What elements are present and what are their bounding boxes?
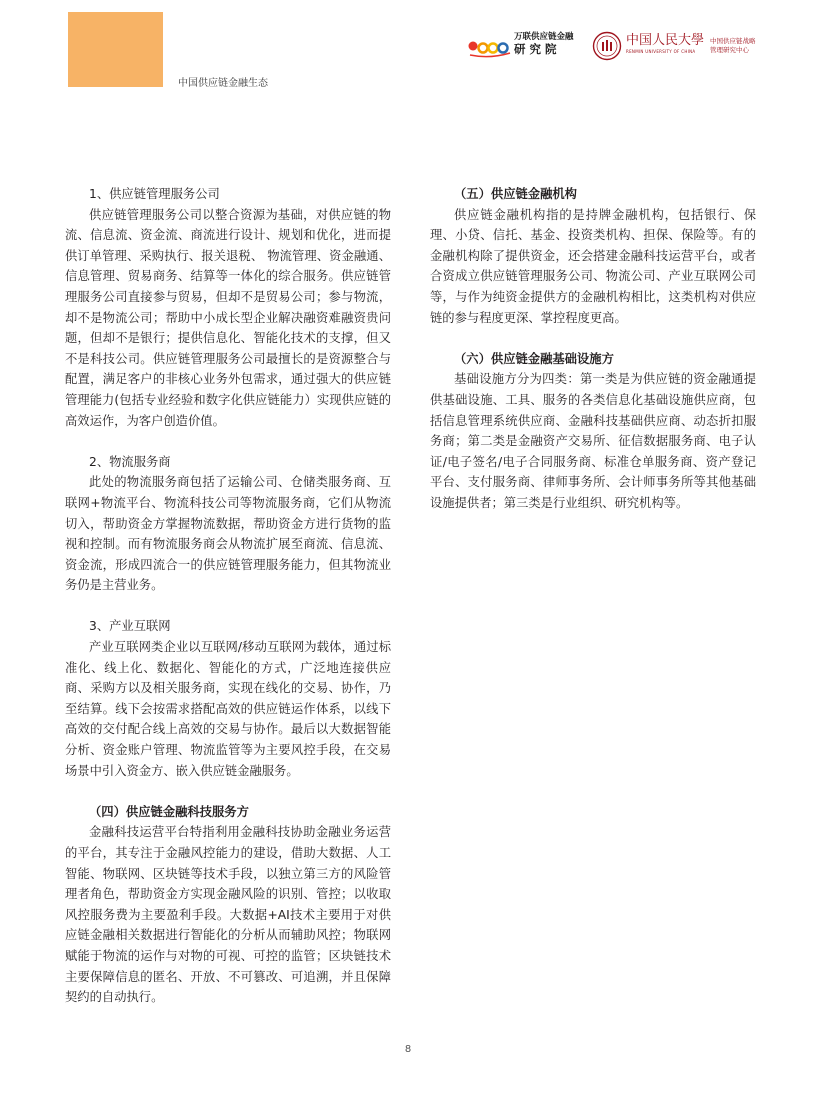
header-accent-block	[68, 12, 163, 87]
renmin-university-seal-icon	[592, 31, 622, 61]
section-paragraph: 基础设施方分为四类：第一类是为供应链的资金融通提供基础设施、工具、服务的各类信息化基础设施供应商，包括信息管理系统供应商、金融科技基础供应商、动态折扣服务商；第二类是金融资产交易所、征信数据服务商、电子认证/电子签名/电子合同服务商、标准仓单服务商、资产登记平台、支付服务商、律师事务所、会计师事务所等其他基础设施提供者；第三类是行业组织、研究机构等。	[430, 372, 756, 510]
section-heading: 3、产业互联网	[89, 619, 171, 634]
section-paragraph: 产业互联网类企业以互联网/移动互联网为载体，通过标准化、线上化、数据化、智能化的方式，广泛地连接供应商、采购方以及相关服务商，实现在线化的交易、协作，乃至结算。线下会按需求搭配高效的供应链运作体系，以线下高效的交付配合线上高效的交易与协作。最后以大数据智能分析、资金账户管理、物流监管等为主要风控手段，在交易场景中引入资金方、嵌入供应链金融服务。	[65, 640, 391, 778]
right-column	[430, 184, 756, 534]
section-paragraph: 供应链金融机构指的是持牌金融机构，包括银行、保理、小贷、信托、基金、投资类机构、担保、保险等。有的金融机构除了提供资金，还会搭建金融科技运营平台，或者合资成立供应链管理服务公司、物流公司、产业互联网公司等，与作为纯资金提供方的金融机构相比，这类机构对供应链的参与程度更深、掌控程度更高。	[430, 207, 756, 325]
section-heading: （五）供应链金融机构	[454, 187, 577, 201]
left-column	[65, 184, 391, 1028]
header-logos	[468, 30, 768, 62]
section-heading: （四）供应链金融科技服务方	[89, 804, 249, 819]
page-number: 8	[404, 1044, 412, 1055]
section-title: 中国供应链金融生态	[178, 78, 268, 89]
renmin-university-name: 中国人民大學	[626, 33, 705, 48]
section-paragraph: 此处的物流服务商包括了运输公司、仓储类服务商、互联网+物流平台、物流科技公司等物流服务商，它们从物流切入，帮助资金方掌握物流数据，帮助资金方进行货物的监视和控制。而有物流服务商会从物流扩展至商流、信息流、资金流，形成四流合一的供应链管理服务能力，但其物流业务仍是主营业务。	[65, 475, 391, 593]
renmin-university-english: RENMIN UNIVERSITY OF CHINA	[626, 49, 696, 54]
wanlian-name-top: 万联供应链金融	[514, 32, 574, 42]
section-paragraph: 金融科技运营平台特指利用金融科技协助金融业务运营的平台，其专注于金融风控能力的建设，借助大数据、人工智能、物联网、区块链等技术手段，以独立第三方的风险管理者角色，帮助资金方实现金融风险的识别、管控；以收取风控服务费为主要盈利手段。大数据+AI技术主要用于对供应链金融相关数据进行智能化的分析从而辅助风控；物联网赋能于物流的运作与对物的可视、可控的监管；区块链技术主要保障信息的匿名、开放、不可篡改、可追溯，并且保障契约的自动执行。	[65, 825, 391, 1005]
research-center-name: 中国供应链战略 管理研究中心	[710, 37, 756, 54]
section-heading: 2、物流服务商	[89, 454, 171, 469]
section-paragraph: 供应链管理服务公司以整合资源为基础，对供应链的物流、信息流、资金流、商流进行设计、规划和优化，进而提供订单管理、采购执行、报关退税、 物流管理、资金融通、信息管理、贸易商务、结算等一体化的综合服务。供应链管理服务公司直接参与贸易，但却不是贸易公司；参与物流，却不是物流公司；帮助中小成长型企业解决融资难融资贵问题，但却不是银行；提供信息化、智能化技术的支撑，但又不是科技公司。供应链管理服务公司最擅长的是资源整合与配置，满足客户的非核心业务外包需求，通过强大的供应链管理能力(包括专业经验和数字化供应链能力）实现供应链的高效运作，为客户创造价值。	[65, 207, 391, 428]
wanlian-logo-icon	[468, 33, 512, 59]
section-heading: 1、供应链管理服务公司	[89, 187, 220, 201]
wanlian-name-bottom: 研究院	[514, 42, 561, 56]
section-heading: （六）供应链金融基础设施方	[454, 351, 614, 366]
